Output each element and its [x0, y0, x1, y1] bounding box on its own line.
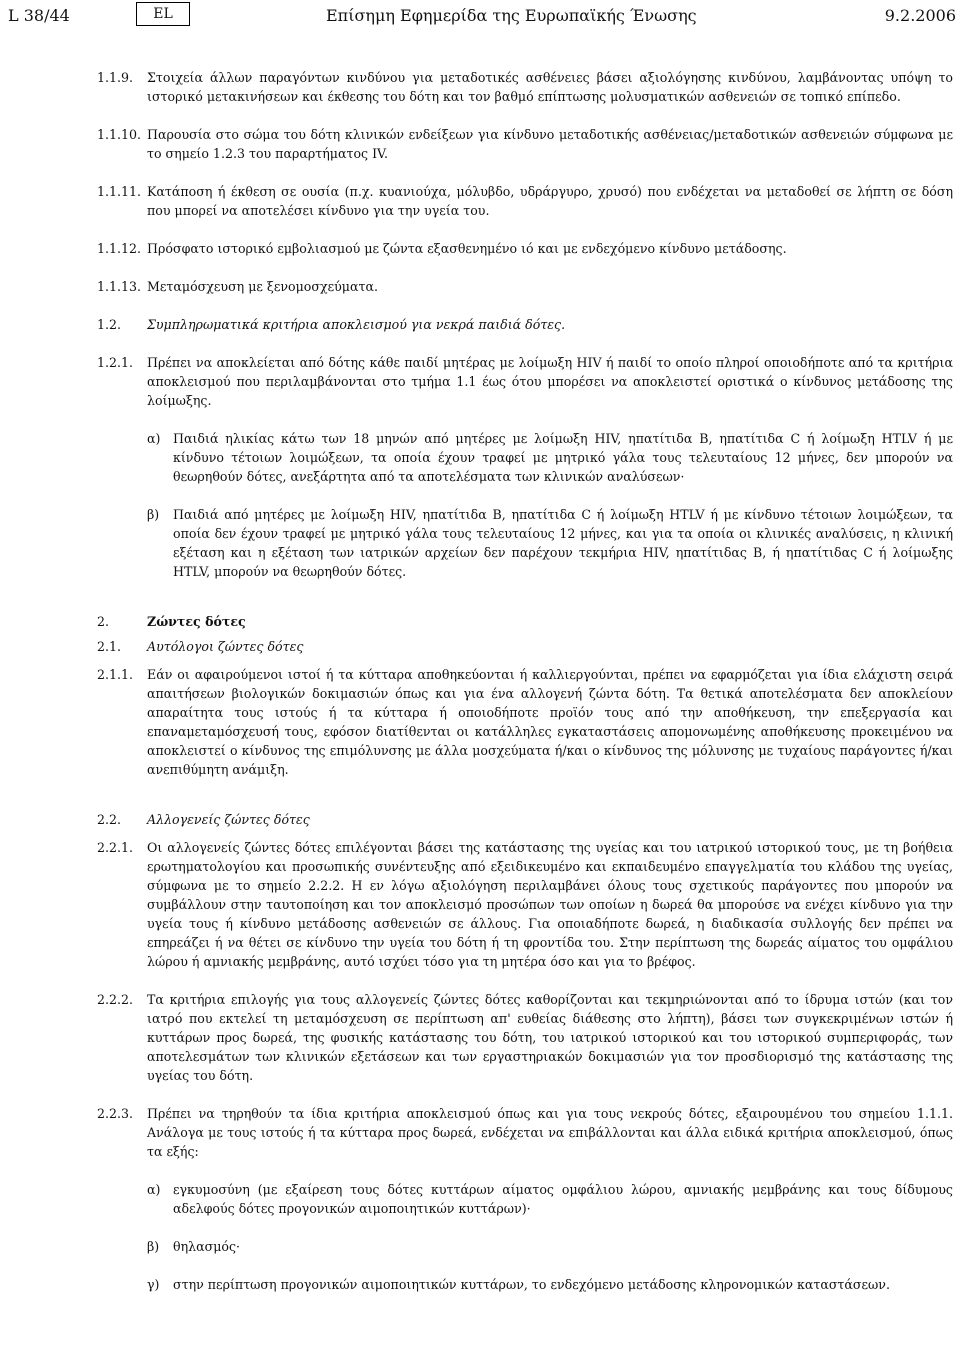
section-number: 2.2.	[97, 812, 122, 827]
list-label: β)	[147, 1239, 160, 1254]
list-item	[147, 1180, 953, 1218]
paragraph-number: 2.2.3.	[97, 1106, 134, 1121]
paragraph-number: 1.1.13.	[97, 279, 142, 294]
paragraph-text: Τα κριτήρια επιλογής για τους αλλογενείς ζώντες δότες καθορίζονται και τεκμηριώνονται από το ίδρυμα ιστών (και τον ιατρό που εκτελεί τη μεταμόσχευση σε περίπτωση απ' ευθείας διάθεσης στο λήπτη), βάσει των συγκεκριμένων ιστών ή κυττάρων προς δωρεά, της φυσικής κατάστασης του δότη, του ιατρικού ιστορικού και του ιστορικού συμπεριφοράς, των αποτελεσμάτων των κλινικών εξετάσεων και των εργαστηριακών δοκιμασιών για τον προσδιορισμό της κατάστασης της υγείας του δότη.	[147, 992, 953, 1083]
paragraph-text: Εάν οι αφαιρούμενοι ιστοί ή τα κύτταρα αποθηκεύονται ή καλλιεργούνται, πρέπει να εφαρμόζεται για ίδια ελάχιστη σειρά απαιτήσεων βιολογικών δοκιμασιών όπως και για ένα αλλογενή ζώντα δότη. Τα θετικά αποτελέσματα δεν αποκλείουν απαραίτητα τους ιστούς ή τα κύτταρα ή οποιοδήποτε προϊόν τους από την αποθήκευση, την επεξεργασία και επαναμεταμόσχευσή τους, εφόσον διατίθενται οι κατάλληλες εγκαταστάσεις απομονωμένης αποθήκευσης προκειμένου να αποκλειστεί ο κίνδυνος της επιμόλυνσης με άλλα μοσχεύματα ή/και ο κίνδυνος της μόλυνσης με τυχαίους παράγοντες ή/και ανεπιθύμητη ανάμιξη.	[147, 667, 953, 777]
paragraph-number: 1.1.12.	[97, 241, 142, 256]
list-label: γ)	[147, 1277, 160, 1292]
journal-title: Επίσημη Εφημερίδα της Ευρωπαϊκής Ένωσης	[326, 6, 697, 25]
paragraph-1-1-10	[97, 125, 953, 163]
paragraph-2-2-2	[97, 990, 953, 1085]
paragraph-2-1-1	[97, 665, 953, 779]
section-1-2-heading	[97, 315, 953, 334]
section-number: 2.1.	[97, 639, 122, 654]
section-title: Ζώντες δότες	[147, 614, 246, 629]
list-label: α)	[147, 1182, 161, 1197]
paragraph-text: Μεταμόσχευση με ξενομοσχεύματα.	[147, 279, 378, 294]
section-number: 2.	[97, 614, 110, 629]
paragraph-number: 1.2.1.	[97, 355, 134, 370]
paragraph-1-1-11	[97, 182, 953, 220]
paragraph-1-1-12	[97, 239, 953, 258]
list-text: εγκυμοσύνη (με εξαίρεση τους δότες κυττάρων αίματος ομφάλιου λώρου, αμνιακής μεμβράνης και τους δίδυμους αδελφούς δότες προγονικών αιμοποιητικών κυττάρων)·	[173, 1182, 953, 1216]
paragraph-number: 2.2.2.	[97, 992, 134, 1007]
list-item	[147, 429, 953, 486]
list-text: θηλασμός·	[173, 1239, 241, 1254]
series-number: L 38/44	[8, 6, 70, 25]
section-number: 1.2.	[97, 317, 122, 332]
page-header	[0, 0, 960, 40]
paragraph-number: 1.1.10.	[97, 127, 142, 142]
paragraph-text: Κατάποση ή έκθεση σε ουσία (π.χ. κυανιούχα, μόλυβδο, υδράργυρο, χρυσό) που ενδέχεται να μεταδοθεί σε λήπτη σε δόση που μπορεί να αποτελέσει κίνδυνο για την υγεία του.	[147, 184, 953, 218]
paragraph-text: Παρουσία στο σώμα του δότη κλινικών ενδείξεων για κίνδυνο μεταδοτικής ασθένειας/μεταδοτικών ασθενειών σύμφωνα με το σημείο 1.2.3 του παραρτήματος IV.	[147, 127, 953, 161]
section-title: Αλλογενείς ζώντες δότες	[147, 812, 310, 827]
paragraph-2-2-1	[97, 838, 953, 971]
list-item	[147, 505, 953, 581]
list-text: στην περίπτωση προγονικών αιμοποιητικών κυττάρων, το ενδεχόμενο μετάδοσης κληρονομικών καταστάσεων.	[173, 1277, 890, 1292]
section-2-1-heading	[97, 637, 953, 656]
paragraph-number: 1.1.9.	[97, 70, 134, 85]
paragraph-1-1-9	[97, 68, 953, 106]
section-title: Αυτόλογοι ζώντες δότες	[147, 639, 304, 654]
paragraph-text: Οι αλλογενείς ζώντες δότες επιλέγονται βάσει της κατάστασης της υγείας και του ιατρικού ιστορικού τους, με τη βοήθεια ερωτηματολογίου και προσωπικής συνέντευξης από εξειδικευμένο και εκπαιδευμένο επαγγελματία του κλάδου της υγείας, σύμφωνα με το σημείο 2.2.2. Η εν λόγω αξιολόγηση περιλαμβάνει όλους τους σχετικούς παράγοντες που μπορούν να συμβάλλουν στην ταυτοποίηση και τον αποκλεισμό προσώπων των οποίων η δωρεά θα μπορούσε να ενέχει κίνδυνο για την υγεία τους ή κίνδυνο μετάδοσης ασθενειών σε άλλους. Για οποιαδήποτε δωρεά, η διαδικασία συλλογής δεν πρέπει να επηρεάζει ή να θέτει σε κίνδυνο την υγεία του δότη ή τη φροντίδα του. Στην περίπτωση της δωρεάς αίματος του ομφάλιου λώρου ή αμνιακής μεμβράνης, αυτό ισχύει τόσο για τη μητέρα όσο και για το βρέφος.	[147, 840, 953, 969]
paragraph-2-2-3	[97, 1104, 953, 1294]
list-text: Παιδιά από μητέρες με λοίμωξη HIV, ηπατίτιδα B, ηπατίτιδα C ή λοίμωξη HTLV ή με κίνδυνο τέτοιων λοιμώξεων, τα οποία δεν έχουν τραφεί με μητρικό γάλα τους τελευταίους 12 μήνες, και για τα οποία οι κλινικές αναλύσεις, η κλινική εξέταση και η εξέταση των ιατρικών αρχείων δεν παρέχουν τεκμήρια HIV, ηπατίτιδας B, ή ηπατίτιδας C ή λοίμωξης HTLV, μπορούν να θεωρηθούν δότες.	[173, 507, 953, 579]
section-title: Συμπληρωματικά κριτήρια αποκλεισμού για νεκρά παιδιά δότες.	[147, 317, 566, 332]
paragraph-text: Στοιχεία άλλων παραγόντων κινδύνου για μεταδοτικές ασθένειες βάσει αξιολόγησης κινδύνου, λαμβάνοντας υπόψη το ιστορικό μετακινήσεων και έκθεσης του δότη και τον βαθμό επίπτωσης μολυσματικών ασθενειών σε τοπικό επίπεδο.	[147, 70, 953, 104]
list-text: Παιδιά ηλικίας κάτω των 18 μηνών από μητέρες με λοίμωξη HIV, ηπατίτιδα B, ηπατίτιδα C ή λοίμωξη HTLV ή με κίνδυνο τέτοιων λοιμώξεων, τα οποία έχουν τραφεί με μητρικό γάλα τους τελευταίους 12 μήνες, δεν μπορούν να θεωρηθούν δότες, ανεξάρτητα από τα αποτελέσματα των κλινικών αναλύσεων·	[173, 431, 953, 484]
list-item	[147, 1237, 953, 1256]
paragraph-number: 2.1.1.	[97, 667, 134, 682]
paragraph-text: Πρόσφατο ιστορικό εμβολιασμού με ζώντα εξασθενημένο ιό και με ενδεχόμενο κίνδυνο μετάδοσης.	[147, 241, 787, 256]
section-2-2-heading	[97, 810, 953, 829]
list-item	[147, 1275, 953, 1294]
issue-date: 9.2.2006	[884, 6, 956, 25]
list-label: β)	[147, 507, 160, 522]
paragraph-text: Πρέπει να αποκλείεται από δότης κάθε παιδί μητέρας με λοίμωξη HIV ή παιδί το οποίο πληροί οποιοδήποτε από τα κριτήρια αποκλεισμού που περιλαμβάνονται στο τμήμα 1.1 έως ότου μπορέσει να αποκλειστεί οριστικά ο κίνδυνος μετάδοσης της λοίμωξης.	[147, 355, 953, 408]
list-label: α)	[147, 431, 161, 446]
section-2-heading	[97, 612, 953, 631]
document-body	[97, 64, 953, 1294]
language-tag: EL	[136, 2, 190, 26]
paragraph-1-2-1	[97, 353, 953, 581]
paragraph-1-1-13	[97, 277, 953, 296]
paragraph-number: 1.1.11.	[97, 184, 142, 199]
paragraph-text: Πρέπει να τηρηθούν τα ίδια κριτήρια αποκλεισμού όπως και για τους νεκρούς δότες, εξαιρουμένου του σημείου 1.1.1. Ανάλογα με τους ιστούς ή τα κύτταρα προς δωρεά, ενδέχεται να επιβάλλονται και άλλα ειδικά κριτήρια αποκλεισμού, όπως τα εξής:	[147, 1106, 953, 1159]
paragraph-number: 2.2.1.	[97, 840, 134, 855]
